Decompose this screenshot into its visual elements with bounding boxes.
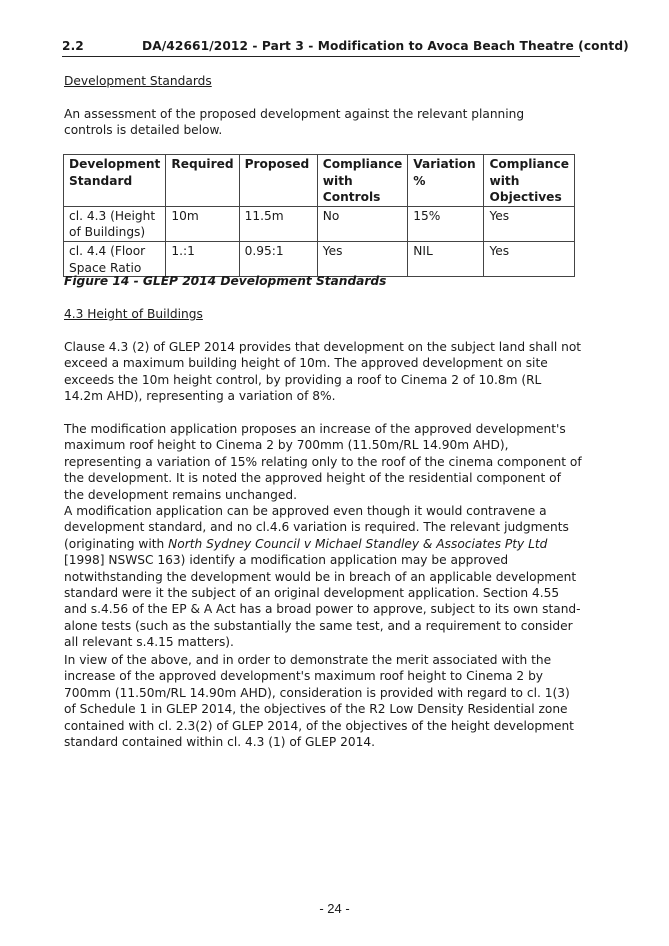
column-header: Proposed <box>239 155 317 207</box>
development-standards-heading: Development Standards <box>64 74 212 88</box>
table-cell: 10m <box>166 206 239 241</box>
paragraph-text: A modification application can be approved even though it would contravene a development standard, and no cl.4.6 variation is required. The relevant judgments (originating with <box>64 504 569 551</box>
column-header: Variation % <box>408 155 484 207</box>
section-number: 2.2 <box>62 39 84 53</box>
paragraph-text: [1998] NSWSC 163) identify a modification application may be approved notwithstanding the development would be in breach of an applicable development standard were it the subject of an original development application. Section 4.55 and s.4.56 of the EP & A Act has a broad power to approve, subject to its own stand-alone tests (such as the substantially the same test, and a requirement to consider all relevant s.4.15 matters). <box>64 553 581 650</box>
table-cell: No <box>317 206 408 241</box>
table-cell: NIL <box>408 241 484 276</box>
table-cell: 0.95:1 <box>239 241 317 276</box>
table-cell: cl. 4.4 (Floor Space Ratio <box>64 241 166 276</box>
column-header: Required <box>166 155 239 207</box>
paragraph-merit-consideration: In view of the above, and in order to demonstrate the merit associated with the increase of the approved development's maximum roof height to Cinema 2 by 700mm (11.50m/RL 14.90m AHD), consideration is provided with regard to cl. 1(3) of Schedule 1 in GLEP 2014, the objectives of the R2 Low Density Residential zone contained with cl. 2.3(2) of GLEP 2014, of the objectives of the height development standard contained within cl. 4.3 (1) of GLEP 2014. <box>64 653 574 750</box>
table-cell: Yes <box>317 241 408 276</box>
paragraph-modification-approval <box>64 503 584 651</box>
table-cell: Yes <box>484 241 575 276</box>
development-standards-table <box>63 154 575 277</box>
paragraph-modification-proposal: The modification application proposes an increase of the approved development's maximum roof height to Cinema 2 by 700mm (11.50m/RL 14.90m AHD), representing a variation of 15% relating only to the roof of the cinema component of the development. It is noted the approved height of the residential component of the development remains unchanged. <box>64 422 582 502</box>
intro-paragraph: An assessment of the proposed development against the relevant planning controls is detailed below. <box>64 107 525 138</box>
column-header: Compliance with Objectives <box>484 155 575 207</box>
header-title: DA/42661/2012 - Part 3 - Modification to Avoca Beach Theatre (contd) <box>142 39 629 53</box>
table-cell: cl. 4.3 (Height of Buildings) <box>64 206 166 241</box>
table-row <box>64 206 575 241</box>
height-of-buildings-heading: 4.3 Height of Buildings <box>64 307 203 321</box>
table-cell: Yes <box>484 206 575 241</box>
case-citation: North Sydney Council v Michael Standley & Associates Pty Ltd <box>168 536 548 551</box>
header-divider <box>62 56 580 57</box>
table-header-row <box>64 155 575 207</box>
table-cell: 1.:1 <box>166 241 239 276</box>
table-cell: 11.5m <box>239 206 317 241</box>
page-number: - 24 - <box>319 901 350 916</box>
column-header: Compliance with Controls <box>317 155 408 207</box>
page-header <box>62 37 629 55</box>
table-row <box>64 241 575 276</box>
paragraph-clause-4-3: Clause 4.3 (2) of GLEP 2014 provides that development on the subject land shall not exceed a maximum building height of 10m. The approved development on site exceeds the 10m height control, by providing a roof to Cinema 2 of 10.8m (RL 14.2m AHD), representing a variation of 8%. <box>64 340 582 404</box>
column-header: Development Standard <box>64 155 166 207</box>
table-cell: 15% <box>408 206 484 241</box>
figure-caption: Figure 14 - GLEP 2014 Development Standards <box>64 274 387 288</box>
